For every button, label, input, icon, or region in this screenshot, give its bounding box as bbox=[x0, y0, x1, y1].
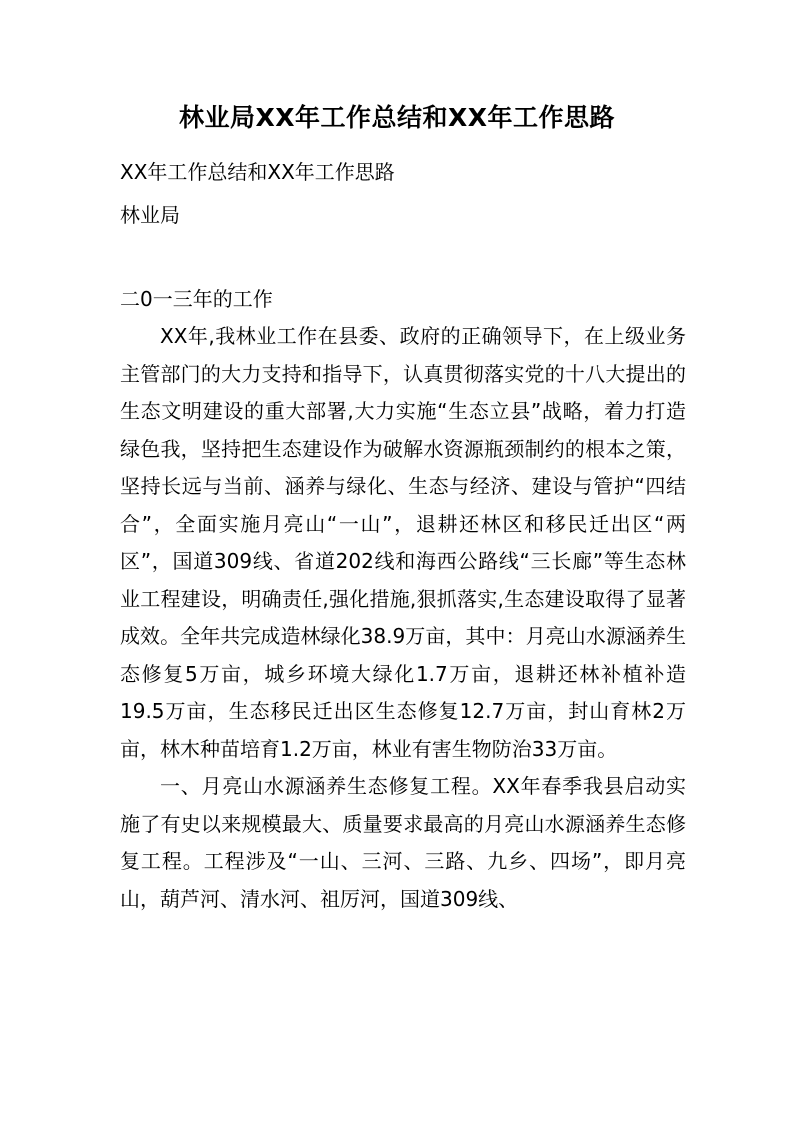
paragraph-moon-mountain-project: 一、月亮山水源涵养生态修复工程。XX年春季我县启动实施了有史以来规模最大、质量要求最高的月亮山水源涵养生态修复工程。工程涉及“一山、三河、三路、九乡、四场”，即月亮山，葫芦河、清水河、祖厉河，国道309线、 bbox=[120, 774, 686, 911]
section-heading: 二0一三年的工作 bbox=[120, 287, 273, 311]
document-subtitle: XX年工作总结和XX年工作思路 bbox=[120, 160, 395, 184]
paragraph-summary: XX年,我林业工作在县委、政府的正确领导下，在上级业务主管部门的大力支持和指导下，认真贯彻落实党的十八大提出的生态文明建设的重大部署,大力实施“生态立县”战略，着力打造绿色我，坚持把生态建设作为破解水资源瓶颈制约的根本之策，坚持长远与当前、涵养与绿化、生态与经济、建设与管护“四结合”，全面实施月亮山“一山”，退耕还林区和移民迁出区“两区”，国道309线、省道202线和海西公路线“三长廊”等生态林业工程建设，明确责任,强化措施,狠抓落实,生态建设取得了显著成效。全年共完成造林绿化38.9万亩，其中：月亮山水源涵养生态修复5万亩，城乡环境大绿化1.7万亩，退耕还林补植补造19.5万亩，生态移民迁出区生态修复12.7万亩，封山育林2万亩，林木种苗培育1.2万亩，林业有害生物防治33万亩。 bbox=[120, 324, 686, 761]
organization-name: 林业局 bbox=[120, 203, 180, 227]
body-text bbox=[120, 318, 686, 918]
document-title: 林业局XX年工作总结和XX年工作思路 bbox=[178, 103, 616, 132]
